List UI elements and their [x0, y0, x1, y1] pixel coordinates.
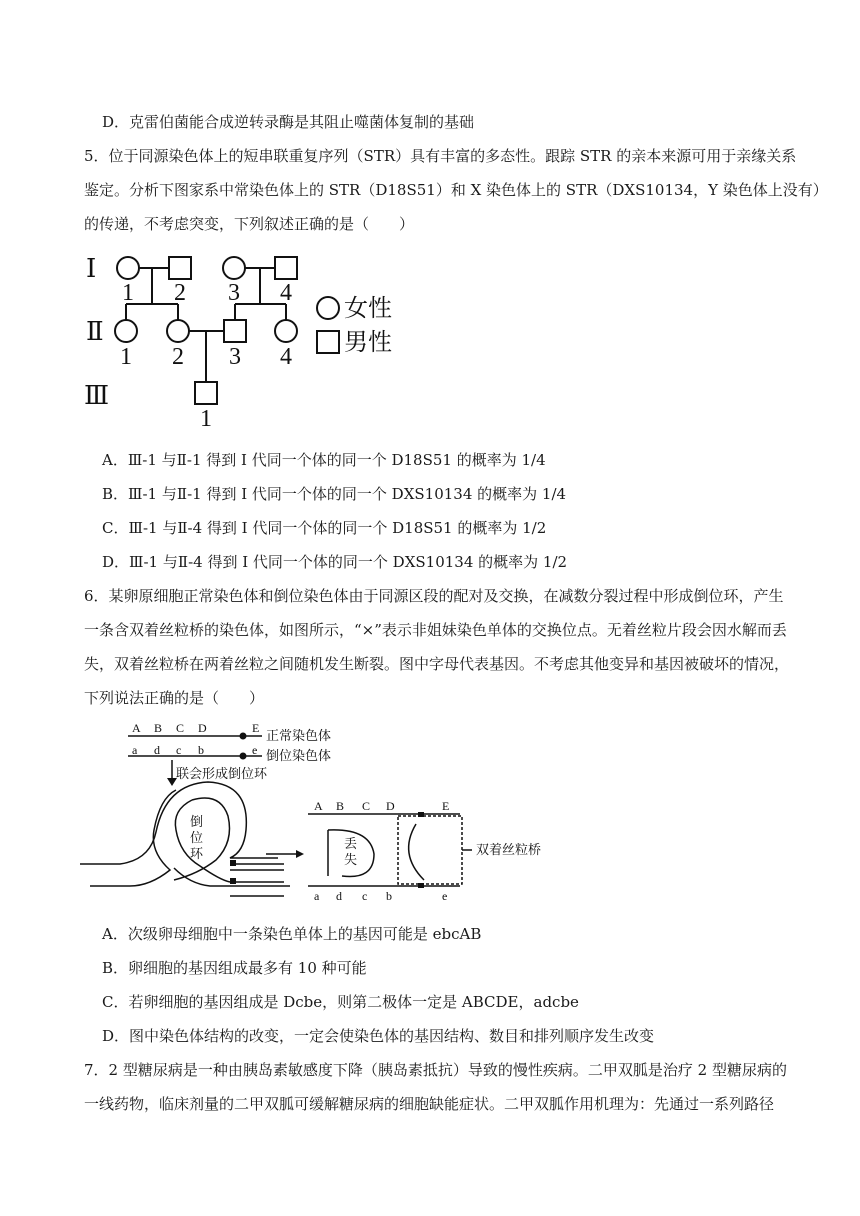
label-lost-2: 失 — [344, 852, 358, 867]
q5-stem-line-2: 鉴定。分析下图家系中常染色体上的 STR（D18S51）和 X 染色体上的 STR（DXS10134，Y 染色体上没有） — [84, 181, 828, 199]
num-I-4: 4 — [280, 280, 292, 306]
q7-stem-line-1: 7．2 型糖尿病是一种由胰岛素敏感度下降（胰岛素抵抗）导致的慢性疾病。二甲双胍是治疗 2 型糖尿病的 — [84, 1061, 787, 1079]
num-I-1: 1 — [122, 280, 134, 306]
num-I-3: 3 — [228, 280, 240, 306]
pedigree-male-II-3 — [224, 320, 246, 342]
label-dicentric-bridge: 双着丝粒桥 — [476, 842, 542, 857]
q6-option-d: D．图中染色体结构的改变，一定会使染色体的基因结构、数目和排列顺序发生改变 — [102, 1027, 655, 1045]
bottom-gene-a: a — [132, 743, 138, 757]
pedigree-female-II-4 — [275, 320, 297, 342]
label-loop-2: 位 — [190, 830, 204, 845]
q6-stem-line-3: 失，双着丝粒桥在两着丝粒之间随机发生断裂。图中字母代表基因。不考虑其他变异和基因被破坏的情况， — [84, 655, 790, 673]
right-bottom-gene-c: c — [362, 889, 368, 903]
gen-label-III: Ⅲ — [84, 381, 110, 410]
pedigree-male-III-1 — [195, 382, 217, 404]
label-lost-1: 丢 — [344, 836, 358, 851]
q5-stem-line-1: 5．位于同源染色体上的短串联重复序列（STR）具有丰富的多态性。跟踪 STR 的亲本来源可用于亲缘关系 — [84, 147, 797, 165]
q6-option-a: A．次级卵母细胞中一条染色单体上的基因可能是 ebcAB — [102, 925, 482, 943]
q6-option-b: B．卵细胞的基因组成最多有 10 种可能 — [102, 959, 367, 977]
gen-label-II: Ⅱ — [86, 317, 104, 346]
right-top-gene-D: D — [386, 799, 395, 813]
q6-stem-line-2: 一条含双着丝粒桥的染色体，如图所示，“×”表示非姐妹染色单体的交换位点。无着丝粒片段会因水解而丢 — [84, 621, 787, 639]
right-top-gene-A: A — [314, 799, 323, 813]
q6-option-c: C．若卵细胞的基因组成是 Dcbe，则第二极体一定是 ABCDE，adcbe — [102, 993, 579, 1011]
q5-option-a: A．Ⅲ-1 与Ⅱ-1 得到 I 代同一个体的同一个 D18S51 的概率为 1/4 — [102, 451, 546, 469]
right-top-gene-B: B — [336, 799, 345, 813]
q7-stem-line-2: 一线药物，临床剂量的二甲双胍可缓解糖尿病的细胞缺能症状。二甲双胍作用机理为：先通过一系列路径 — [84, 1095, 775, 1113]
label-loop-1: 倒 — [190, 814, 204, 829]
right-top-gene-E: E — [442, 799, 450, 813]
pedigree-diagram — [80, 246, 410, 432]
legend-male-icon — [317, 331, 339, 353]
q4-option-d: D．克雷伯菌能合成逆转录酶是其阻止噬菌体复制的基础 — [102, 113, 475, 131]
q5-option-b: B．Ⅲ-1 与Ⅱ-1 得到 I 代同一个体的同一个 DXS10134 的概率为 1/4 — [102, 485, 567, 503]
num-III-1: 1 — [200, 406, 212, 432]
right-bottom-gene-e: e — [442, 889, 448, 903]
num-II-2: 2 — [172, 344, 184, 370]
label-inverted-chromosome: 倒位染色体 — [266, 748, 332, 763]
q5-option-c: C．Ⅲ-1 与Ⅱ-4 得到 I 代同一个体的同一个 D18S51 的概率为 1/2 — [102, 519, 547, 537]
bottom-gene-c: c — [176, 743, 182, 757]
pedigree-female-II-2 — [167, 320, 189, 342]
top-gene-B: B — [154, 721, 163, 735]
bottom-gene-d: d — [154, 743, 160, 757]
pedigree-female-I-3 — [223, 257, 245, 279]
pedigree-female-II-1 — [115, 320, 137, 342]
legend-female-label: 女性 — [344, 296, 392, 322]
pedigree-female-I-1 — [117, 257, 139, 279]
top-gene-C: C — [176, 721, 185, 735]
right-bottom-gene-a: a — [314, 889, 320, 903]
q5-stem-line-3: 的传递，不考虑突变，下列叙述正确的是（ ） — [84, 215, 415, 233]
gen-label-I: Ⅰ — [86, 254, 97, 283]
pedigree-male-I-2 — [169, 257, 191, 279]
q5-option-d: D．Ⅲ-1 与Ⅱ-4 得到 I 代同一个体的同一个 DXS10134 的概率为 1/2 — [102, 553, 568, 571]
top-gene-D: D — [198, 721, 207, 735]
label-normal-chromosome: 正常染色体 — [266, 728, 332, 743]
top-gene-A: A — [132, 721, 141, 735]
num-II-3: 3 — [229, 344, 241, 370]
legend-male-label: 男性 — [344, 330, 392, 356]
label-loop-3: 环 — [190, 846, 204, 861]
right-top-gene-C: C — [362, 799, 371, 813]
right-bottom-gene-d: d — [336, 889, 342, 903]
legend-female-icon — [317, 297, 339, 319]
bottom-gene-b: b — [198, 743, 204, 757]
pedigree-male-I-4 — [275, 257, 297, 279]
num-II-4: 4 — [280, 344, 292, 370]
num-II-1: 1 — [120, 344, 132, 370]
bottom-gene-e: e — [252, 743, 258, 757]
num-I-2: 2 — [174, 280, 186, 306]
right-bottom-gene-b: b — [386, 889, 392, 903]
q6-stem-line-4: 下列说法正确的是（ ） — [84, 689, 265, 707]
top-gene-E: E — [252, 721, 260, 735]
inversion-loop-diagram — [80, 720, 580, 910]
q6-stem-line-1: 6．某卵原细胞正常染色体和倒位染色体由于同源区段的配对及交换，在减数分裂过程中形成倒位环，产生 — [84, 587, 784, 605]
label-synapsis-loop: 联会形成倒位环 — [176, 766, 268, 781]
